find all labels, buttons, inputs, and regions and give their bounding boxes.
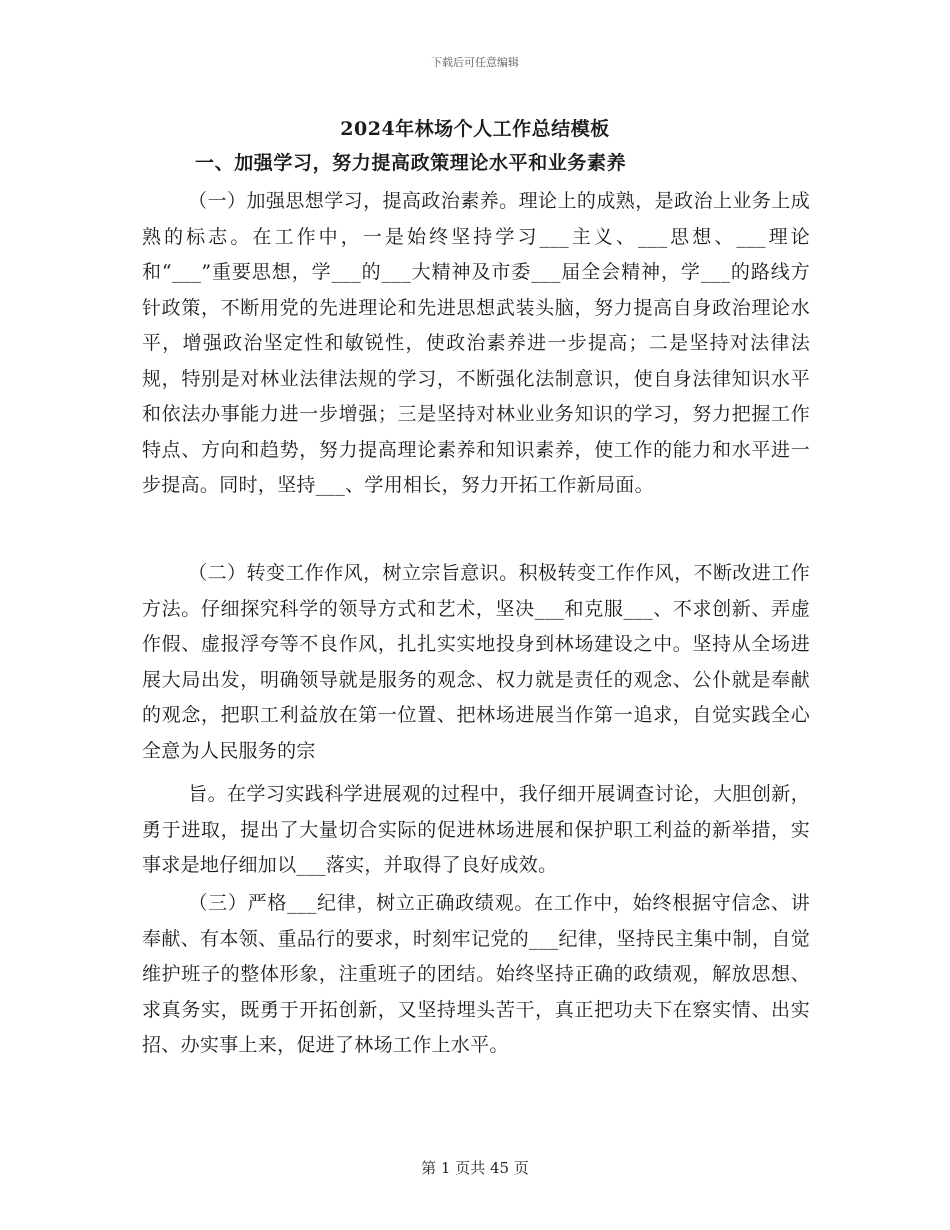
document-title: 2024年林场个人工作总结模板	[340, 118, 610, 140]
paragraph-3-text: 旨。在学习实践科学进展观的过程中，我仔细开展调查讨论，大胆创新，勇于进取，提出了大量切合实际的促进林场进展和保护职工利益的新举措，实事求是地仔细加以___落实，并取得了良好成效。	[142, 783, 810, 876]
paragraph-3	[142, 777, 810, 884]
page-footer: 第 1 页共 45 页	[421, 1159, 529, 1177]
paragraph-4-text: （三）严格___纪律，树立正确政绩观。在工作中，始终根据守信念、讲奉献、有本领、重品行的要求，时刻牢记党的___纪律，坚持民主集中制，自觉维护班子的整体形象，注重班子的团结。始终坚持正确的政绩观，解放思想、求真务实，既勇于开拓创新，又坚持埋头苦干，真正把功夫下在察实情、出实招、办实事上来，促进了林场工作上水平。	[142, 892, 810, 1056]
header-note: 下载后可任意编辑	[431, 56, 519, 69]
paragraph-2-text: （二）转变工作作风，树立宗旨意识。积极转变工作作风，不断改进工作方法。仔细探究科学的领导方式和艺术，坚决___和克服___、不求创新、弄虚作假、虚报浮夸等不良作风，扎扎实实地投身到林场建设之中。坚持从全场进展大局出发，明确领导就是服务的观念、权力就是责任的观念、公仆就是奉献的观念，把职工利益放在第一位置、把林场进展当作第一追求，自觉实践全心全意为人民服务的宗	[142, 562, 810, 762]
paragraph-2	[142, 556, 810, 769]
paragraph-1-text: （一）加强思想学习，提高政治素养。理论上的成熟，是政治上业务上成熟的标志。在工作中，一是始终坚持学习___主义、___思想、___理论和“___”重要思想，学___的___大精神及市委___届全会精神，学___的路线方针政策，不断用党的先进理论和先进思想武装头脑，努力提高自身政治理论水平，增强政治坚定性和敏锐性，使政治素养进一步提高；二是坚持对法律法规，特别是对林业法律法规的学习，不断强化法制意识，使自身法律知识水平和依法办事能力进一步增强；三是坚持对林业业务知识的学习，努力把握工作特点、方向和趋势，努力提高理论素养和知识素养，使工作的能力和水平进一步提高。同时，坚持___、学用相长，努力开拓工作新局面。	[142, 190, 810, 496]
paragraph-4	[142, 886, 810, 1064]
section-heading: 一、加强学习，努力提高政策理论水平和业务素养	[195, 152, 627, 174]
paragraph-1	[142, 184, 810, 504]
